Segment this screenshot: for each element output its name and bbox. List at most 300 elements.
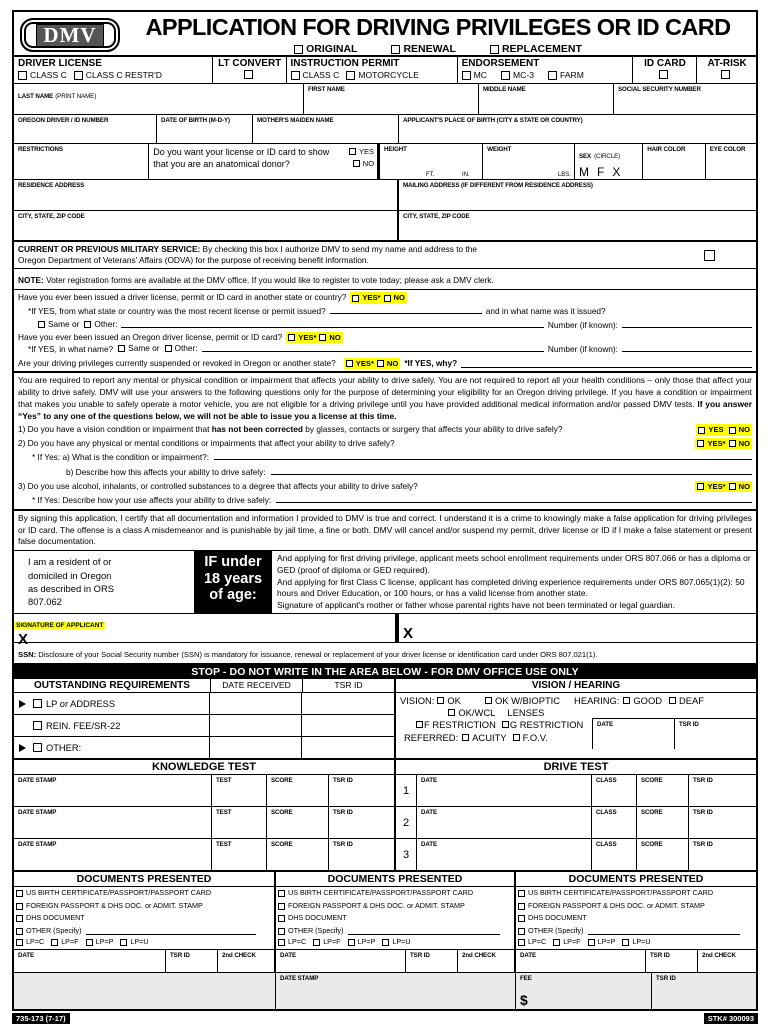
test-titles-row xyxy=(14,760,756,775)
checkbox-icon[interactable] xyxy=(697,440,704,447)
minor-requirements xyxy=(272,551,756,613)
history-q3-tail: *If YES, why? xyxy=(404,357,458,368)
drive-test-title: DRIVE TEST xyxy=(543,761,609,774)
checkbox-icon[interactable] xyxy=(288,334,295,341)
field-ssn[interactable] xyxy=(614,84,756,114)
applicant-signature-field[interactable] xyxy=(14,614,399,649)
datestamp-blank-cell[interactable] xyxy=(14,973,276,1009)
input-q2-other-name[interactable] xyxy=(202,343,544,352)
field-residence-address[interactable] xyxy=(14,180,399,210)
knowledge-tsr-3[interactable] xyxy=(329,839,396,870)
drive-date-label-2: DATE xyxy=(421,809,437,817)
knowledge-score-label-3: SCORE xyxy=(271,841,293,849)
field-sex[interactable] xyxy=(575,144,643,179)
minor-line-2: And applying for first Class C license, applicant has completed driving experience requirements under ORS 807.065(1)(2): 50 hours and Driver Education, or 100 hours, or has a valid license from another state. xyxy=(277,576,745,599)
anatomical-donor-question xyxy=(149,144,378,179)
checkbox-referred-acuity[interactable] xyxy=(462,732,506,743)
checkbox-referred-fov[interactable] xyxy=(513,732,548,743)
checkbox-icon[interactable] xyxy=(437,697,444,704)
rein-fee-label: REIN. FEE/SR-22 xyxy=(46,720,121,731)
checkbox-icon[interactable] xyxy=(16,939,23,946)
drive-score-3[interactable] xyxy=(637,839,689,870)
g-restriction-label: G RESTRICTION xyxy=(509,719,584,731)
name-row xyxy=(14,84,756,115)
outstanding-date-1[interactable] xyxy=(210,693,302,714)
checkbox-doc1-birth-cert[interactable] xyxy=(16,888,211,899)
checkbox-medical-q3-no[interactable] xyxy=(729,481,750,492)
checkbox-icon[interactable] xyxy=(548,71,557,80)
arrow-icon xyxy=(19,744,26,752)
doc1-2nd-check[interactable] xyxy=(218,950,276,972)
drive-tsr-2[interactable] xyxy=(689,807,756,838)
checkbox-icon[interactable] xyxy=(462,734,469,741)
input-doc3-other[interactable] xyxy=(588,926,740,935)
input-doc2-other[interactable] xyxy=(348,926,500,935)
checkbox-doc3-lp-c[interactable] xyxy=(518,937,546,948)
knowledge-date-2[interactable] xyxy=(14,807,212,838)
checkbox-renewal[interactable] xyxy=(391,43,456,55)
checkbox-ip-motorcycle[interactable] xyxy=(346,70,418,81)
office-fee-tsr[interactable] xyxy=(652,973,756,1009)
drive-tsr-1[interactable] xyxy=(689,775,756,806)
doc2-2nd-check-label: 2nd CHECK xyxy=(462,951,496,959)
checkbox-q2-same[interactable] xyxy=(118,343,159,354)
checkbox-dl-class-c-restrd[interactable] xyxy=(74,70,162,81)
checkbox-id-card[interactable] xyxy=(659,70,668,79)
checkbox-icon[interactable] xyxy=(416,721,423,728)
drive-class-3[interactable] xyxy=(592,839,637,870)
id-card-title: ID CARD xyxy=(644,58,686,69)
checkbox-hearing-deaf[interactable] xyxy=(669,695,704,706)
checkbox-g-restriction[interactable] xyxy=(502,719,583,730)
renewal-label: RENEWAL xyxy=(403,43,456,55)
checkbox-icon[interactable] xyxy=(84,321,91,328)
checkbox-icon[interactable] xyxy=(377,360,384,367)
checkbox-icon[interactable] xyxy=(291,71,300,80)
doc3-date[interactable] xyxy=(516,950,646,972)
medical-q2b-label: b) Describe how this affects your ability to drive safely: xyxy=(66,467,266,478)
medical-q2-row xyxy=(18,438,752,449)
checkbox-icon[interactable] xyxy=(518,915,525,922)
checkbox-icon[interactable] xyxy=(319,334,326,341)
field-mailing-address[interactable] xyxy=(399,180,756,210)
checkbox-donor-yes[interactable] xyxy=(349,147,374,156)
checkbox-history-q2-yes[interactable] xyxy=(288,332,316,343)
doc2-tsr[interactable] xyxy=(406,950,458,972)
checkbox-icon[interactable] xyxy=(278,903,285,910)
date-stamp-label: DATE STAMP xyxy=(280,974,319,982)
knowledge-tsr-label-2: TSR ID xyxy=(333,809,353,817)
guardian-signature-field[interactable] xyxy=(399,614,756,642)
knowledge-test-1[interactable] xyxy=(212,775,267,806)
checkbox-icon[interactable] xyxy=(729,483,736,490)
license-class-bar xyxy=(14,55,756,84)
checkbox-doc3-foreign-passport[interactable] xyxy=(518,901,705,912)
dmv-logo-icon xyxy=(20,18,120,52)
sex-option-f[interactable]: F xyxy=(596,165,613,179)
field-restrictions[interactable] xyxy=(14,144,149,179)
field-oregon-number[interactable] xyxy=(14,115,157,143)
q1-other-label: Other: xyxy=(94,318,118,329)
doc2-date-label: DATE xyxy=(280,951,296,959)
checkbox-ip-class-c[interactable] xyxy=(291,70,340,81)
outstanding-lp-address[interactable] xyxy=(14,693,210,714)
checkbox-icon[interactable] xyxy=(669,697,676,704)
checkbox-original[interactable] xyxy=(294,43,357,55)
checkbox-other[interactable] xyxy=(33,743,42,752)
outstanding-date-3[interactable] xyxy=(210,737,302,758)
medical-intro-text: You are required to report any mental or physical condition or impairment that affects your ability to drive safely. You are not required to report all your health conditions – only those that affect your ability to drive safely. DMV will use your answers to the following questions only for the purpose of determining your eligibility for an Oregon driving privilege. If you have a condition or impairment that makes you unable to safely operate a motor vehicle, you are not eligible for a driving privilege until you have provided additional medical information and/or passed DMV tests. xyxy=(18,374,752,409)
doc2-other-label: OTHER (Specify) xyxy=(288,925,344,935)
donor-question-line2: that you are an anatomical donor? xyxy=(153,159,290,169)
doc3-tsr[interactable] xyxy=(646,950,698,972)
checkbox-icon[interactable] xyxy=(86,939,93,946)
checkbox-doc1-dhs[interactable] xyxy=(16,913,85,924)
checkbox-medical-q3-yes[interactable] xyxy=(697,481,725,492)
outstanding-row-2 xyxy=(14,715,394,737)
drive-date-3[interactable] xyxy=(417,839,592,870)
checkbox-icon[interactable] xyxy=(391,45,400,54)
checkbox-icon[interactable] xyxy=(294,45,303,54)
checkbox-doc2-birth-cert[interactable] xyxy=(278,888,473,899)
checkbox-icon[interactable] xyxy=(18,71,27,80)
checkbox-icon[interactable] xyxy=(38,321,45,328)
checkbox-doc1-lp-c[interactable] xyxy=(16,937,44,948)
last-name-note: (PRINT NAME) xyxy=(55,93,97,100)
knowledge-date-label-3: DATE STAMP xyxy=(18,841,57,849)
checkbox-doc2-lp-u[interactable] xyxy=(382,937,410,948)
checkbox-q1-same[interactable] xyxy=(38,319,79,330)
outstanding-date-2[interactable] xyxy=(210,715,302,736)
military-checkbox-wrap[interactable] xyxy=(666,242,756,268)
drive-score-1[interactable] xyxy=(637,775,689,806)
checkbox-icon[interactable] xyxy=(502,721,509,728)
checkbox-icon[interactable] xyxy=(278,890,285,897)
doc2-2nd-check[interactable] xyxy=(458,950,516,972)
input-doc1-other[interactable] xyxy=(86,926,256,935)
checkbox-icon[interactable] xyxy=(16,928,23,935)
documents-title-3: DOCUMENTS PRESENTED xyxy=(568,873,704,886)
vision-line xyxy=(396,693,756,718)
checkbox-icon[interactable] xyxy=(278,939,285,946)
city-row xyxy=(14,211,756,242)
doc3-2nd-check[interactable] xyxy=(698,950,756,972)
knowledge-score-3[interactable] xyxy=(267,839,329,870)
height-label: HEIGHT xyxy=(384,146,407,153)
field-dob[interactable] xyxy=(157,115,253,143)
checkbox-lt-convert[interactable] xyxy=(244,70,253,79)
mothers-maiden-label: MOTHER'S MAIDEN NAME xyxy=(257,117,334,124)
sex-option-x[interactable]: X xyxy=(612,165,629,179)
checkbox-doc3-lp-p[interactable] xyxy=(588,937,616,948)
checkbox-military-service[interactable] xyxy=(704,250,715,261)
vision-hearing-panel xyxy=(396,693,756,758)
checkbox-icon[interactable] xyxy=(346,360,353,367)
input-q1-number[interactable] xyxy=(622,319,752,328)
checkbox-icon[interactable] xyxy=(490,45,499,54)
field-height[interactable] xyxy=(378,144,483,179)
checkbox-doc3-dhs[interactable] xyxy=(518,913,587,924)
checkbox-vision-bioptic[interactable] xyxy=(485,695,560,706)
checkbox-donor-no[interactable] xyxy=(353,159,374,168)
knowledge-date-3[interactable] xyxy=(14,839,212,870)
field-place-of-birth[interactable] xyxy=(399,115,756,143)
id-card-group xyxy=(633,57,698,83)
checkbox-icon[interactable] xyxy=(16,903,23,910)
checkbox-history-q1-yes[interactable] xyxy=(352,292,380,303)
q2-other-label: Other: xyxy=(174,343,198,354)
checkbox-doc3-lp-u[interactable] xyxy=(622,937,650,948)
checkbox-icon[interactable] xyxy=(16,915,23,922)
doc2-date[interactable] xyxy=(276,950,406,972)
checkbox-endorsement-farm[interactable] xyxy=(548,70,584,81)
input-substance-effect[interactable] xyxy=(276,494,752,503)
checkbox-icon[interactable] xyxy=(352,295,359,302)
checkbox-doc2-other[interactable] xyxy=(278,926,344,937)
checkbox-doc3-birth-cert[interactable] xyxy=(518,888,713,899)
voter-note-row xyxy=(14,269,756,290)
checkbox-icon[interactable] xyxy=(622,939,629,946)
checkbox-history-q1-no[interactable] xyxy=(384,292,405,303)
medical-intro-bold: If you answer “Yes” to any one of the questions below, we will not be able to issue you a license at this time. xyxy=(18,398,753,421)
checkbox-icon[interactable] xyxy=(697,483,704,490)
input-q1-other-name[interactable] xyxy=(121,319,543,328)
input-condition[interactable] xyxy=(214,451,752,460)
field-first-name[interactable] xyxy=(304,84,479,114)
checkbox-q1-other[interactable] xyxy=(84,319,117,330)
checkbox-history-q3-yes[interactable] xyxy=(346,358,374,369)
checkbox-dl-class-c[interactable] xyxy=(18,70,67,81)
checkbox-icon[interactable] xyxy=(501,71,510,80)
checkbox-hearing-good[interactable] xyxy=(623,695,662,706)
field-hair-color[interactable] xyxy=(643,144,706,179)
checkbox-icon[interactable] xyxy=(623,697,630,704)
checkbox-icon[interactable] xyxy=(348,939,355,946)
guardian-x-mark: X xyxy=(403,625,414,643)
checkbox-medical-q2-yes[interactable] xyxy=(697,438,725,449)
resident-line-3: as described in ORS xyxy=(28,582,114,594)
checkbox-rein-fee[interactable] xyxy=(33,721,42,730)
checkbox-icon[interactable] xyxy=(349,148,356,155)
checkbox-icon[interactable] xyxy=(382,939,389,946)
checkbox-doc1-foreign-passport[interactable] xyxy=(16,901,203,912)
resident-line-4: 807.062 xyxy=(28,595,62,607)
field-mothers-maiden-name[interactable] xyxy=(253,115,399,143)
checkbox-doc2-lp-f[interactable] xyxy=(313,937,340,948)
lp-address-label: LP or ADDRESS xyxy=(46,698,116,709)
checkbox-doc1-other[interactable] xyxy=(16,926,82,937)
knowledge-test-3[interactable] xyxy=(212,839,267,870)
doc1-birth-cert-label: US BIRTH CERTIFICATE/PASSPORT/PASSPORT CARD xyxy=(26,888,212,898)
drive-tsr-3[interactable] xyxy=(689,839,756,870)
residence-address-label: RESIDENCE ADDRESS xyxy=(18,182,85,189)
endorsement-mc-label: MC xyxy=(473,70,487,80)
hearing-label: HEARING: xyxy=(574,695,620,707)
city-state-zip-label: CITY, STATE, ZIP CODE xyxy=(18,213,85,220)
field-middle-name[interactable] xyxy=(479,84,614,114)
checkbox-icon[interactable] xyxy=(513,734,520,741)
checkbox-doc1-lp-u[interactable] xyxy=(120,937,148,948)
outstanding-tsr-2[interactable] xyxy=(302,715,395,736)
history-q2-no-label: NO xyxy=(329,333,341,343)
original-label: ORIGINAL xyxy=(306,43,358,55)
checkbox-at-risk[interactable] xyxy=(721,70,730,79)
checkbox-medical-q1-yes[interactable] xyxy=(698,424,723,435)
medical-q1-no-label: NO xyxy=(738,425,750,435)
checkbox-icon[interactable] xyxy=(278,915,285,922)
checkbox-icon[interactable] xyxy=(485,697,492,704)
drive-score-2[interactable] xyxy=(637,807,689,838)
input-q2-number[interactable] xyxy=(622,343,752,352)
history-q1-text: Have you ever been issued a driver license, permit or ID card in another state or country? xyxy=(18,292,347,303)
checkbox-endorsement-mc[interactable] xyxy=(462,70,487,81)
drive-class-1[interactable] xyxy=(592,775,637,806)
certification-text: By signing this application, I certify that all documentation and information I provided to DMV is true and correct. I understand it is a crime to knowingly make a false application for driving privileges or ID card. The offense is a class A misdemeanor and is punishable by jail time, a fine or both. DMV will cancel and/or suspend my permit, driver license or ID if I make a false statement or present false documentation. xyxy=(18,512,752,547)
title-block xyxy=(120,14,756,55)
checkbox-icon[interactable] xyxy=(120,939,127,946)
checkbox-icon[interactable] xyxy=(518,903,525,910)
drive-date-1[interactable] xyxy=(417,775,592,806)
checkbox-history-q3-no[interactable] xyxy=(377,358,398,369)
replacement-label: REPLACEMENT xyxy=(501,43,582,55)
checkbox-replacement[interactable] xyxy=(490,43,582,55)
field-eye-color[interactable] xyxy=(706,144,756,179)
under18-line-1: IF under xyxy=(204,554,262,571)
checkbox-icon[interactable] xyxy=(588,939,595,946)
checkbox-doc2-lp-c[interactable] xyxy=(278,937,306,948)
checkbox-icon[interactable] xyxy=(518,928,525,935)
outstanding-other[interactable] xyxy=(14,737,210,758)
input-q3-why[interactable] xyxy=(461,359,752,368)
input-condition-effect[interactable] xyxy=(271,466,752,475)
doc1-lp-p-label: LP=P xyxy=(95,937,114,947)
fee-tsr-label: TSR ID xyxy=(656,974,676,982)
field-city-state-zip-residence[interactable] xyxy=(14,211,399,240)
medical-q3a-row xyxy=(18,494,752,506)
checkbox-medical-q2-no[interactable] xyxy=(729,438,750,449)
sex-options[interactable] xyxy=(579,165,628,179)
vision-label: VISION: xyxy=(400,695,435,707)
checkbox-doc2-foreign-passport[interactable] xyxy=(278,901,465,912)
vision-okwcl-label: OK/WCL xyxy=(458,707,496,719)
vision-tsr-cell[interactable] xyxy=(675,719,756,749)
office-date-stamp[interactable] xyxy=(276,973,516,1009)
vision-date-cell[interactable] xyxy=(593,719,675,749)
doc1-other-label: OTHER (Specify) xyxy=(26,925,82,935)
checkbox-icon[interactable] xyxy=(518,890,525,897)
checkbox-icon[interactable] xyxy=(313,939,320,946)
documents-column-1 xyxy=(14,887,276,949)
checkbox-icon[interactable] xyxy=(553,939,560,946)
checkbox-doc2-lp-p[interactable] xyxy=(348,937,376,948)
doc3-birth-cert-label: US BIRTH CERTIFICATE/PASSPORT/PASSPORT CARD xyxy=(528,888,714,898)
checkbox-icon[interactable] xyxy=(448,709,455,716)
sex-label: SEX xyxy=(578,153,592,160)
checkbox-icon[interactable] xyxy=(16,890,23,897)
checkbox-icon[interactable] xyxy=(353,160,360,167)
checkbox-endorsement-mc3[interactable] xyxy=(501,70,534,81)
history-q3-yes-label: YES* xyxy=(355,358,374,368)
checkbox-icon[interactable] xyxy=(74,71,83,80)
knowledge-score-1[interactable] xyxy=(267,775,329,806)
endorsement-group xyxy=(458,57,633,83)
history-q1-yes-label: YES* xyxy=(362,293,381,303)
checkbox-medical-q1-no[interactable] xyxy=(729,424,750,435)
restriction-referred-row xyxy=(396,718,756,749)
sex-option-m[interactable]: M xyxy=(578,165,597,179)
outstanding-tsr-3[interactable] xyxy=(302,737,395,758)
checkbox-doc1-lp-f[interactable] xyxy=(51,937,78,948)
checkbox-f-restriction[interactable] xyxy=(416,719,496,730)
dl-class-c-restrd-label: CLASS C RESTR'D xyxy=(85,70,162,80)
checkbox-doc3-other[interactable] xyxy=(518,926,584,937)
checkbox-icon[interactable] xyxy=(462,71,471,80)
checkbox-icon[interactable] xyxy=(346,71,355,80)
under18-line-3: of age: xyxy=(209,587,257,604)
checkbox-icon[interactable] xyxy=(729,427,736,434)
doc1-tsr[interactable] xyxy=(166,950,218,972)
drive-tsr-label: TSR ID xyxy=(693,777,713,785)
history-q3-row xyxy=(18,358,752,369)
field-weight[interactable] xyxy=(483,144,575,179)
checkbox-q2-other[interactable] xyxy=(165,343,198,354)
doc1-date[interactable] xyxy=(14,950,166,972)
doc2-lp-p-label: LP=P xyxy=(357,937,376,947)
form-number: 735-173 (7-17) xyxy=(12,1013,70,1024)
knowledge-tsr-2[interactable] xyxy=(329,807,396,838)
checkbox-doc2-dhs[interactable] xyxy=(278,913,347,924)
checkbox-icon[interactable] xyxy=(518,939,525,946)
outstanding-tsr-1[interactable] xyxy=(302,693,395,714)
knowledge-test-2[interactable] xyxy=(212,807,267,838)
signature-label: SIGNATURE OF APPLICANT xyxy=(16,622,104,630)
dob-label: DATE OF BIRTH (M-D-Y) xyxy=(161,117,230,124)
checkbox-icon[interactable] xyxy=(51,939,58,946)
history-q2-sub-row xyxy=(18,343,752,355)
checkbox-icon[interactable] xyxy=(729,440,736,447)
medical-q2-yes-label: YES* xyxy=(707,438,726,448)
donor-question-line1: Do you want your license or ID card to show xyxy=(153,147,330,157)
checkbox-icon[interactable] xyxy=(384,295,391,302)
checkbox-vision-okwcl[interactable] xyxy=(448,707,495,718)
ssn-notice-label: SSN: xyxy=(18,650,37,660)
checkbox-history-q2-no[interactable] xyxy=(319,332,340,343)
input-prior-state[interactable] xyxy=(330,305,482,314)
last-name-label: LAST NAME xyxy=(18,93,54,100)
checkbox-doc1-lp-p[interactable] xyxy=(86,937,114,948)
knowledge-tsr-1[interactable] xyxy=(329,775,396,806)
outstanding-rein-fee[interactable] xyxy=(14,715,210,736)
checkbox-lp-address[interactable] xyxy=(33,699,42,708)
checkbox-icon[interactable] xyxy=(118,345,125,352)
field-city-state-zip-mailing[interactable] xyxy=(399,211,756,240)
checkbox-doc3-lp-f[interactable] xyxy=(553,937,580,948)
documents-title-2: DOCUMENTS PRESENTED xyxy=(276,872,516,886)
ip-class-c-label: CLASS C xyxy=(302,70,340,80)
knowledge-date-1[interactable] xyxy=(14,775,212,806)
military-service-row xyxy=(14,242,756,269)
drive-class-2[interactable] xyxy=(592,807,637,838)
knowledge-score-2[interactable] xyxy=(267,807,329,838)
checkbox-icon[interactable] xyxy=(278,928,285,935)
checkbox-icon[interactable] xyxy=(698,427,705,434)
referred-fov-label: F.O.V. xyxy=(522,732,548,744)
field-last-name[interactable] xyxy=(14,84,304,114)
drive-date-2[interactable] xyxy=(417,807,592,838)
office-fee[interactable] xyxy=(516,973,652,1009)
checkbox-vision-ok[interactable] xyxy=(437,695,461,706)
checkbox-icon[interactable] xyxy=(165,345,172,352)
